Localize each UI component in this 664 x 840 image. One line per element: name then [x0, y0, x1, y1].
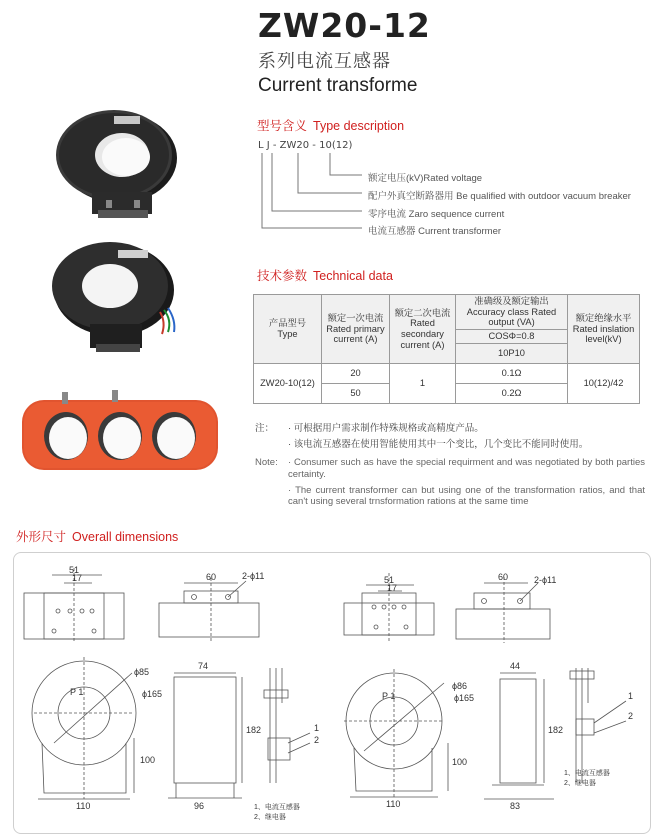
dim-left-100: 100	[140, 755, 156, 765]
note-cn-1: 注： · 可根据用户需求制作特殊规格或高精度产品。	[255, 423, 484, 434]
dim-left-110: 110	[76, 801, 91, 811]
notes	[255, 423, 645, 512]
dim-left-74: 74	[198, 661, 209, 671]
legend-left-n1: 1	[314, 723, 320, 733]
legend-right-n1: 1	[628, 691, 634, 701]
product-image-2	[52, 242, 174, 352]
dim-left-60: 60	[206, 572, 217, 582]
dimension-drawings	[14, 553, 652, 835]
type-description-title: 型号含义 Type description	[257, 119, 405, 133]
dim-right-110: 110	[386, 799, 401, 809]
th-accuracy: 准确级及额定输出 Accuracy class Rated output (VA)	[456, 295, 568, 330]
product-image-3	[22, 390, 218, 470]
legend-right-item2: 2、继电器	[564, 780, 596, 787]
note-en-1: Note: · Consumer such as have the special requirment and was negotiated by both parties certainty.	[255, 456, 645, 480]
dim-right-83: 83	[510, 801, 521, 811]
th-cos: COSΦ=0.8	[456, 330, 568, 344]
dim-right-100: 100	[452, 757, 468, 767]
dim-left-17: 17	[72, 573, 83, 583]
header	[258, 6, 431, 97]
dim-left-182: 182	[246, 725, 262, 735]
dim-right-phi86: ϕ86	[452, 681, 468, 691]
type-desc-line-2: 配户外真空断路器用 Be qualified with outdoor vacuum breaker	[368, 191, 631, 202]
technical-data-title: 技术参数 Technical data	[257, 269, 393, 283]
th-type: 产品型号 Type	[254, 295, 322, 364]
legend-right-item1: 1、电流互感器	[564, 770, 610, 777]
dim-left-p1: P 1	[70, 687, 84, 697]
type-desc-line-1: 额定电压(kV)Rated voltage	[368, 173, 483, 184]
td-model: ZW20-10(12)	[254, 363, 322, 403]
th-secondary: 额定二次电流 Rated secondary current (A)	[390, 295, 456, 364]
dim-left-phi85: ϕ85	[134, 667, 150, 677]
overall-dimensions-title: 外形尺寸 Overall dimensions	[16, 530, 179, 544]
note-cn-2: · 该电流互感器在使用智能使用其中一个变比，几个变比不能同时使用。	[288, 438, 589, 450]
technical-data-table	[253, 294, 640, 404]
dim-left-51: 51	[69, 565, 80, 575]
td-insulation: 10(12)/42	[568, 363, 640, 403]
product-image-1	[56, 110, 177, 218]
dim-right-51: 51	[384, 575, 395, 585]
legend-left-item1: 1、电流互感器	[254, 804, 300, 811]
th-accuracy-class: 10P10	[456, 343, 568, 363]
td-output-2: 0.2Ω	[456, 383, 568, 403]
series-title-en: Current transforme	[258, 75, 418, 96]
legend-left-n2: 2	[314, 735, 320, 745]
dim-right-44: 44	[510, 661, 521, 671]
product-photos	[14, 100, 244, 480]
model-title: ZW20-12	[258, 6, 431, 45]
dim-right-17: 17	[387, 583, 398, 593]
type-desc-line-3: 零序电流 Zaro sequence current	[368, 209, 505, 220]
dim-left-96: 96	[194, 801, 205, 811]
type-desc-line-4: 电流互感器 Current transformer	[368, 226, 502, 237]
series-title-cn: 系列电流互感器	[258, 51, 391, 71]
dim-right-182: 182	[548, 725, 564, 735]
legend-left-item2: 2、继电器	[254, 814, 286, 821]
dim-right-60: 60	[498, 572, 509, 582]
note-en-2: · The current transformer can but using one of the transformation ratios, and that can't using several trnsformation rations at the same time	[288, 484, 645, 508]
th-insulation: 额定绝缘水平 Rated inslation level(kV)	[568, 295, 640, 364]
dim-right-holes: 2-ϕ11	[534, 575, 557, 585]
type-description	[258, 140, 658, 240]
dim-right-p1: P 1	[382, 691, 396, 701]
td-primary-2: 50	[322, 383, 390, 403]
dim-right-phi165: ϕ165	[454, 693, 475, 703]
type-code: L J - ZW20 - 10(12)	[258, 140, 353, 151]
dim-left-phi165: ϕ165	[142, 689, 163, 699]
type-code-connectors	[258, 140, 378, 240]
legend-right-n2: 2	[628, 711, 634, 721]
th-primary: 额定一次电流 Rated primary current (A)	[322, 295, 390, 364]
td-secondary: 1	[390, 363, 456, 403]
dim-left-holes: 2-ϕ11	[242, 571, 265, 581]
td-primary-1: 20	[322, 363, 390, 383]
overall-dimensions-drawing	[13, 552, 651, 834]
td-output-1: 0.1Ω	[456, 363, 568, 383]
